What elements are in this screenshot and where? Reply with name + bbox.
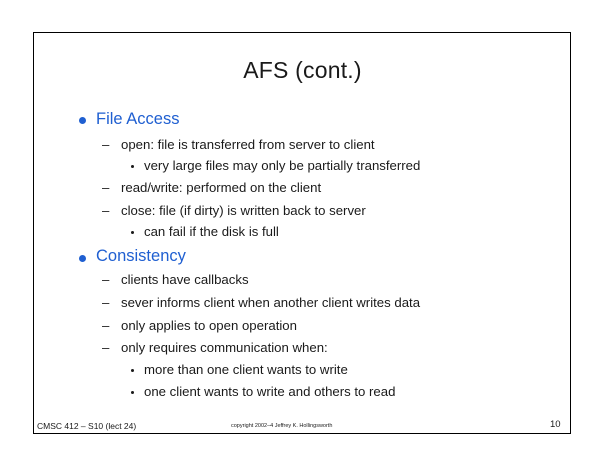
dash-marker: –: [102, 340, 110, 355]
section-heading-consistency: Consistency: [96, 247, 186, 265]
sub-bullet: [131, 369, 134, 372]
sub-bullet: [131, 391, 134, 394]
section-bullet: [79, 117, 86, 124]
list-item: clients have callbacks: [121, 272, 249, 287]
list-item: close: file (if dirty) is written back to server: [121, 203, 366, 218]
list-item: only applies to open operation: [121, 318, 297, 333]
list-item: open: file is transferred from server to client: [121, 137, 375, 152]
sub-list-item: very large files may only be partially transferred: [144, 158, 421, 173]
sub-bullet: [131, 165, 134, 168]
footer-course: CMSC 412 – S10 (lect 24): [37, 421, 137, 431]
dash-marker: –: [102, 295, 110, 310]
dash-marker: –: [102, 272, 110, 287]
page-number: 10: [550, 419, 561, 430]
slide-title: AFS (cont.): [243, 57, 362, 83]
sub-list-item: one client wants to write and others to read: [144, 384, 396, 399]
dash-marker: –: [102, 203, 110, 218]
dash-marker: –: [102, 180, 110, 195]
sub-list-item: can fail if the disk is full: [144, 224, 279, 239]
list-item: sever informs client when another client writes data: [121, 295, 421, 310]
sub-list-item: more than one client wants to write: [144, 362, 348, 377]
section-heading-file-access: File Access: [96, 110, 180, 128]
list-item: only requires communication when:: [121, 340, 328, 355]
list-item: read/write: performed on the client: [121, 180, 322, 195]
dash-marker: –: [102, 318, 110, 333]
dash-marker: –: [102, 137, 110, 152]
footer-copyright: copyright 2002–4 Jeffrey K. Hollingsworth: [231, 423, 333, 429]
sub-bullet: [131, 231, 134, 234]
section-bullet: [79, 255, 86, 262]
